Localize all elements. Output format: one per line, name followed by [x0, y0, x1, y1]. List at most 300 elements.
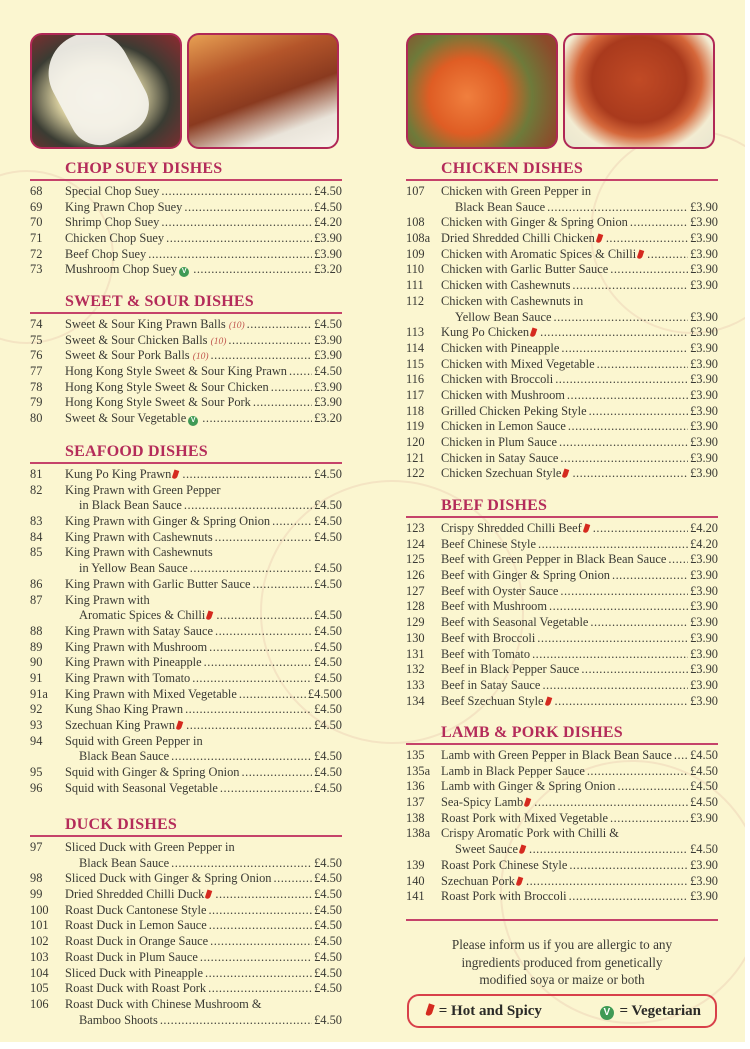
item-name-wrap	[65, 184, 159, 200]
menu-item	[30, 262, 342, 278]
dot-leader	[547, 200, 688, 216]
item-name: King Prawn with Mixed Vegetable	[65, 686, 237, 701]
item-name-wrap	[441, 231, 604, 247]
item-price: £4.50	[314, 317, 342, 331]
item-number: 128	[406, 599, 425, 614]
chilli-icon	[425, 1003, 434, 1016]
item-name: King Prawn with Green Pepper	[65, 482, 221, 497]
dot-leader	[190, 561, 312, 577]
item-name: Lamb in Black Pepper Sauce	[441, 763, 585, 778]
menu-item	[406, 678, 718, 694]
item-name-wrap	[441, 631, 535, 647]
item-name-wrap	[441, 215, 628, 231]
menu-item	[406, 889, 718, 905]
item-number: 101	[30, 918, 49, 933]
item-name-wrap	[65, 671, 190, 687]
item-name: Beef Szechuan Style	[441, 693, 544, 708]
item-number: 117	[406, 387, 425, 402]
dot-leader	[606, 231, 688, 247]
item-number: 73	[30, 262, 43, 277]
item-number: 111	[406, 278, 424, 293]
item-name-wrap	[441, 325, 538, 341]
dot-leader	[208, 981, 312, 997]
menu-item	[30, 734, 342, 750]
menu-item	[406, 858, 718, 874]
item-name: Hong Kong Style Sweet & Sour King Prawn	[65, 364, 287, 379]
item-number: 90	[30, 655, 43, 670]
dot-leader	[610, 262, 688, 278]
item-number: 114	[406, 340, 425, 355]
item-name-wrap	[65, 950, 198, 966]
item-number: 113	[406, 325, 425, 340]
dot-leader	[239, 687, 306, 703]
item-name-wrap	[441, 874, 524, 890]
item-name-wrap	[441, 568, 610, 584]
item-name-wrap	[65, 467, 180, 483]
item-name-wrap	[65, 200, 182, 216]
item-number: 115	[406, 356, 425, 371]
menu-item	[406, 537, 718, 553]
dot-leader	[668, 552, 688, 568]
dot-leader	[161, 215, 312, 231]
item-name-continued: Black Bean Sauce	[79, 855, 170, 870]
item-number: 107	[406, 184, 425, 198]
item-name-wrap	[441, 584, 558, 600]
dot-leader	[537, 631, 688, 647]
dot-leader	[561, 341, 688, 357]
item-name-wrap	[79, 608, 214, 624]
item-price: £4.50	[314, 655, 342, 670]
item-name: Sweet & Sour Chicken Balls	[65, 332, 208, 347]
item-number: 77	[30, 364, 43, 379]
item-name-wrap	[65, 262, 191, 278]
menu-item	[30, 765, 342, 781]
item-number: 89	[30, 639, 43, 654]
item-number: 134	[406, 693, 425, 708]
dot-leader	[193, 262, 312, 278]
item-name: Sliced Duck with Ginger & Spring Onion	[65, 871, 272, 886]
dot-leader	[526, 874, 688, 890]
item-name: King Prawn with	[65, 592, 150, 607]
item-number: 131	[406, 646, 425, 661]
item-number: 127	[406, 583, 425, 598]
item-name-wrap	[65, 247, 146, 263]
crispy-chilli-beef-photo	[563, 33, 715, 149]
menu-item	[30, 640, 342, 656]
item-name-wrap	[441, 184, 591, 200]
item-name: Sweet & Sour King Prawn Balls	[65, 317, 226, 331]
menu-item	[30, 655, 342, 671]
dot-leader	[161, 184, 312, 200]
item-price: £4.50	[314, 949, 342, 964]
item-price: £3.90	[690, 857, 718, 872]
item-name-wrap	[441, 466, 570, 482]
dot-leader	[567, 388, 688, 404]
menu-item-continuation	[406, 200, 718, 216]
legend-veg	[598, 1003, 701, 1020]
menu-item	[406, 357, 718, 373]
item-price: £3.90	[690, 450, 718, 465]
item-price: £4.50	[690, 748, 718, 762]
item-number: 137	[406, 795, 425, 810]
item-name-wrap	[441, 521, 591, 537]
item-number: 94	[30, 733, 43, 748]
dot-leader	[553, 310, 688, 326]
dot-leader	[209, 640, 312, 656]
item-name-wrap	[65, 781, 218, 797]
item-name: Sliced Duck with Green Pepper in	[65, 840, 235, 854]
item-name: Beef with Mushroom	[441, 599, 547, 614]
item-name: Chicken with Broccoli	[441, 372, 554, 387]
item-number: 108	[406, 215, 425, 230]
item-name: Lamb with Ginger & Spring Onion	[441, 779, 616, 794]
item-price: £4.50	[314, 718, 342, 732]
chilli-icon	[206, 611, 214, 621]
item-price: £3.90	[690, 262, 718, 277]
item-name: Roast Pork Chinese Style	[441, 857, 568, 872]
item-price: £4.20	[690, 536, 718, 551]
dot-leader	[192, 671, 312, 687]
section-underline	[30, 312, 342, 314]
item-name-wrap	[441, 748, 672, 764]
chilli-icon	[637, 249, 645, 259]
item-name-wrap	[65, 411, 200, 427]
item-price: £4.50	[314, 467, 342, 481]
item-name: Kung Shao King Prawn	[65, 702, 184, 717]
item-name: Beef with Tomato	[441, 646, 531, 661]
item-name-wrap	[441, 404, 587, 420]
item-number: 122	[406, 466, 425, 481]
menu-item	[406, 694, 718, 710]
left-photo-strip	[30, 33, 339, 149]
menu-item	[406, 764, 718, 780]
item-price: £3.90	[690, 435, 718, 449]
item-price: £4.50	[314, 702, 342, 717]
legend-hot	[425, 1003, 542, 1020]
section-title: DUCK DISHES	[65, 816, 178, 833]
item-price: £3.90	[690, 810, 718, 825]
section-underline	[406, 743, 718, 745]
menu-item	[406, 584, 718, 600]
item-number: 112	[406, 293, 425, 308]
item-name-wrap	[441, 357, 595, 373]
dot-leader	[271, 380, 312, 396]
item-number: 81	[30, 467, 43, 481]
item-name: Kung Po King Prawn	[65, 467, 172, 481]
menu-item-continuation	[406, 310, 718, 326]
vegetarian-icon: V	[179, 267, 189, 277]
item-price: £3.90	[314, 231, 342, 246]
dot-leader	[210, 934, 312, 950]
item-name: King Prawn with Pineapple	[65, 655, 202, 670]
item-number: 70	[30, 215, 43, 230]
item-name-wrap	[441, 678, 540, 694]
item-name: Beef in Black Pepper Sauce	[441, 662, 580, 677]
dot-leader	[209, 918, 312, 934]
menu-item	[406, 215, 718, 231]
menu-item	[406, 647, 718, 663]
item-number: 84	[30, 529, 43, 544]
item-price: £3.90	[690, 419, 718, 434]
menu-item	[30, 530, 342, 546]
item-number: 130	[406, 630, 425, 645]
item-name: Chicken in Lemon Sauce	[441, 419, 566, 434]
item-price: £4.50	[314, 887, 342, 902]
menu-item	[406, 874, 718, 890]
item-name-wrap	[441, 419, 566, 435]
menu-item	[406, 779, 718, 795]
item-name: Chicken with Green Pepper in	[441, 184, 592, 198]
item-name-wrap	[441, 599, 547, 615]
allergy-line-2: ingredients produced from genetically	[461, 954, 663, 970]
item-price: £3.90	[314, 379, 342, 394]
menu-item	[406, 521, 718, 537]
item-name: King Prawn with Cashewnuts	[65, 529, 213, 544]
item-number: 74	[30, 317, 43, 331]
item-number: 109	[406, 246, 425, 261]
portion-note: (10)	[228, 321, 245, 331]
dot-leader	[148, 247, 312, 263]
item-name-wrap	[65, 231, 164, 247]
item-number: 106	[30, 996, 49, 1011]
item-name-wrap	[441, 811, 608, 827]
item-name: Chicken with Cashewnuts in	[441, 293, 584, 308]
item-price: £4.50	[314, 749, 342, 764]
item-name-wrap	[441, 372, 553, 388]
dot-leader	[242, 765, 313, 781]
item-name-wrap	[79, 856, 169, 872]
item-name-wrap	[441, 552, 666, 568]
item-number: 69	[30, 199, 43, 214]
section-sweet-sour	[30, 292, 342, 427]
item-price: £3.90	[690, 583, 718, 598]
item-name: Roast Pork with Mixed Vegetable	[441, 810, 609, 825]
item-name: King Prawn with Satay Sauce	[65, 623, 213, 638]
menu-item	[30, 333, 342, 349]
item-price: £3.90	[690, 568, 718, 583]
menu-item	[406, 615, 718, 631]
item-price: £3.90	[690, 599, 718, 614]
item-name-wrap	[65, 593, 150, 609]
menu-item	[30, 624, 342, 640]
item-price: £4.50	[314, 608, 342, 623]
item-number: 85	[30, 545, 43, 560]
menu-item	[30, 966, 342, 982]
vegetarian-icon: V	[600, 1006, 614, 1020]
allergy-notice	[406, 936, 718, 989]
menu-item	[30, 200, 342, 216]
item-name-wrap	[79, 498, 182, 514]
item-name-wrap	[441, 694, 553, 710]
item-name-continued: in Black Bean Sauce	[79, 498, 182, 513]
dot-leader	[166, 231, 312, 247]
item-name: Roast Duck in Lemon Sauce	[65, 918, 207, 933]
dot-leader	[590, 615, 688, 631]
item-number: 83	[30, 514, 43, 529]
item-number: 97	[30, 840, 43, 854]
item-name: King Prawn with Mushroom	[65, 639, 208, 654]
item-price: £4.50	[314, 780, 342, 795]
menu-item-continuation	[30, 1013, 342, 1029]
dot-leader	[184, 200, 312, 216]
item-number: 93	[30, 718, 43, 732]
dot-leader	[185, 702, 312, 718]
item-price: £4.50	[314, 670, 342, 685]
dot-leader	[160, 1013, 312, 1029]
item-number: 102	[30, 934, 49, 949]
item-name-wrap	[65, 380, 269, 396]
item-name: Sea-Spicy Lamb	[441, 795, 524, 810]
item-name-wrap	[441, 388, 565, 404]
item-price: £4.50	[314, 514, 342, 529]
section-title: CHOP SUEY DISHES	[65, 160, 223, 177]
dot-leader	[228, 333, 312, 349]
item-number: 68	[30, 184, 43, 198]
dot-leader	[274, 871, 313, 887]
item-price: £3.90	[690, 403, 718, 418]
item-name: Sweet & Sour Vegetable	[65, 411, 187, 426]
item-number: 118	[406, 403, 425, 418]
item-name-wrap	[65, 997, 262, 1013]
dot-leader	[572, 278, 688, 294]
item-name-wrap	[65, 702, 183, 718]
item-price: £3.90	[690, 552, 718, 567]
chilli-icon	[519, 845, 527, 855]
dot-leader	[568, 419, 688, 435]
item-number: 140	[406, 873, 425, 888]
item-number: 86	[30, 576, 43, 591]
item-price: £4.50	[314, 199, 342, 214]
dot-leader	[529, 842, 688, 858]
item-name-wrap	[441, 662, 579, 678]
item-name-wrap	[441, 451, 558, 467]
item-name-wrap	[65, 687, 237, 703]
item-name-continued: Sweet Sauce	[455, 842, 518, 857]
prawn-stir-fry-photo	[406, 33, 558, 149]
item-name: King Prawn Chop Suey	[65, 199, 183, 214]
item-number: 75	[30, 332, 43, 347]
item-price: £4.50	[314, 364, 342, 379]
menu-item	[406, 419, 718, 435]
menu-item	[30, 593, 342, 609]
item-name-wrap	[65, 765, 240, 781]
item-name-wrap	[65, 395, 251, 411]
item-name-wrap	[65, 640, 207, 656]
dot-leader	[612, 568, 688, 584]
menu-item	[406, 294, 718, 310]
soup-photo	[30, 33, 182, 149]
dot-leader	[220, 781, 312, 797]
section-underline	[30, 179, 342, 181]
item-name-wrap	[65, 934, 208, 950]
item-name-wrap	[79, 749, 169, 765]
item-number: 96	[30, 780, 43, 795]
dot-leader	[581, 662, 688, 678]
menu-item-continuation	[30, 749, 342, 765]
item-name: Chicken with Mushroom	[441, 387, 565, 402]
item-price: £4.50	[314, 529, 342, 544]
item-number: 88	[30, 623, 43, 638]
vegetarian-icon: V	[188, 416, 198, 426]
section-seafood	[30, 442, 342, 796]
item-name-wrap	[441, 647, 530, 663]
item-name-wrap	[65, 348, 209, 364]
item-name-wrap	[65, 514, 270, 530]
dot-leader	[532, 647, 688, 663]
item-name: Crispy Aromatic Pork with Chilli &	[441, 826, 619, 841]
item-name-wrap	[65, 655, 202, 671]
item-price: £3.90	[690, 693, 718, 708]
item-name: Dried Shredded Chilli Duck	[65, 887, 205, 902]
chilli-icon	[544, 696, 552, 706]
dot-leader	[208, 903, 312, 919]
item-name: King Prawn with Tomato	[65, 670, 191, 685]
item-number: 126	[406, 568, 425, 583]
menu-item	[30, 247, 342, 263]
item-name-wrap	[65, 903, 206, 919]
section-chicken	[406, 159, 718, 482]
item-price: £4.50	[314, 1012, 342, 1027]
item-name-continued: Bamboo Shoots	[79, 1012, 158, 1027]
menu-item	[30, 918, 342, 934]
item-price: £3.90	[690, 199, 718, 214]
item-name-wrap	[79, 1013, 158, 1029]
menu-item	[406, 231, 718, 247]
item-name-wrap	[441, 889, 567, 905]
item-name-wrap	[65, 966, 203, 982]
menu-item	[30, 364, 342, 380]
item-name: Roast Duck with Chinese Mushroom &	[65, 996, 262, 1011]
item-number: 98	[30, 871, 43, 886]
menu-item	[30, 380, 342, 396]
dot-leader	[215, 887, 312, 903]
dot-leader	[587, 764, 688, 780]
section-beef	[406, 496, 718, 709]
item-price: £3.90	[690, 873, 718, 888]
menu-item-continuation	[30, 608, 342, 624]
symbol-legend	[407, 994, 717, 1028]
item-price: £4.50	[314, 765, 342, 780]
dot-leader	[253, 395, 312, 411]
item-name: Beef with Ginger & Spring Onion	[441, 568, 610, 583]
item-number: 108a	[406, 231, 431, 246]
menu-item	[30, 871, 342, 887]
item-price: £3.90	[690, 677, 718, 692]
menu-item	[30, 887, 342, 903]
item-name-wrap	[65, 483, 221, 499]
item-name: Chicken with Ginger & Spring Onion	[441, 215, 628, 230]
dot-leader	[572, 466, 688, 482]
menu-item-continuation	[30, 856, 342, 872]
right-photo-strip	[406, 33, 715, 149]
item-price: £4.50	[690, 842, 718, 857]
dot-leader	[630, 215, 688, 231]
item-name: Chicken with Mixed Vegetable	[441, 356, 595, 371]
item-number: 141	[406, 889, 425, 904]
item-number: 71	[30, 231, 43, 246]
dot-leader	[216, 608, 312, 624]
item-name: Chicken with Cashewnuts	[441, 278, 571, 293]
item-number: 105	[30, 981, 49, 996]
dot-leader	[555, 694, 689, 710]
dot-leader	[211, 348, 313, 364]
item-name-continued: in Yellow Bean Sauce	[79, 561, 188, 576]
item-price: £3.90	[690, 662, 718, 677]
item-name: Szechuan King Prawn	[65, 718, 176, 732]
dot-leader	[272, 514, 312, 530]
section-title: CHICKEN DISHES	[441, 160, 583, 177]
item-price: £3.90	[690, 215, 718, 230]
